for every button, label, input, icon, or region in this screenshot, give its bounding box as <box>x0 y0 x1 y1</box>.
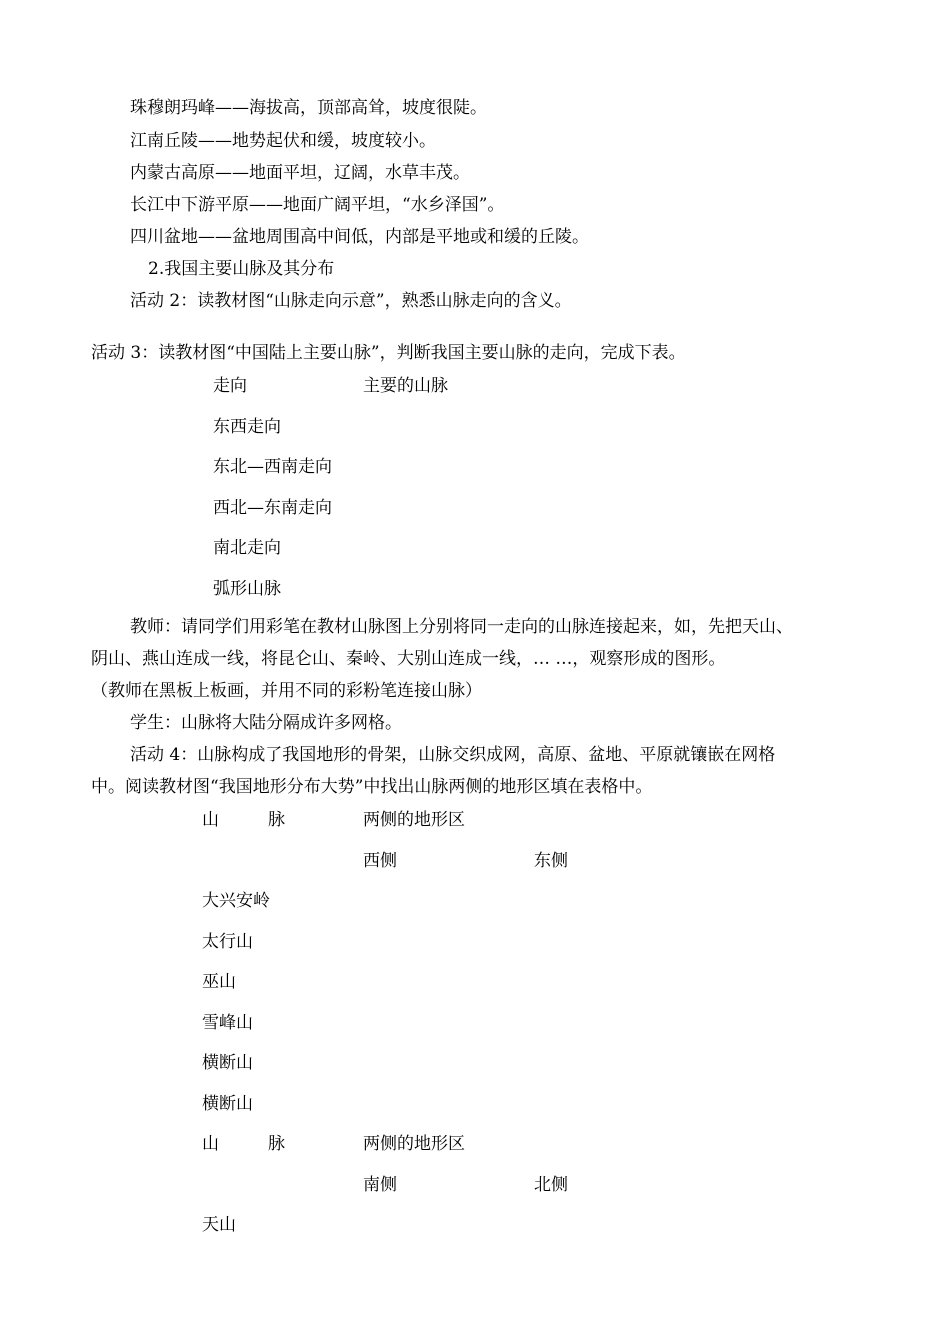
student-line: 学生：山脉将大陆分隔成许多网格。 <box>130 713 402 733</box>
table1-row: 东西走向 <box>213 417 281 437</box>
table2-row: 大兴安岭 <box>202 891 270 911</box>
table1-header-mountains: 主要的山脉 <box>363 376 448 396</box>
table3-row: 天山 <box>202 1215 236 1235</box>
table2-row: 横断山 <box>202 1094 253 1114</box>
teacher-line-1: 教师：请同学们用彩笔在教材山脉图上分别将同一走向的山脉连接起来，如，先把天山、 <box>130 617 793 637</box>
table1-row: 西北—东南走向 <box>213 498 332 518</box>
teacher-line-3: （教师在黑板上板画，并用不同的彩粉笔连接山脉） <box>91 681 482 701</box>
table2-row: 横断山 <box>202 1053 253 1073</box>
teacher-line-2: 阴山、燕山连成一线，将昆仑山、秦岭、大别山连成一线，… …，观察形成的图形。 <box>91 649 726 669</box>
activity-3: 活动 3：读教材图“中国陆上主要山脉”，判断我国主要山脉的走向，完成下表。 <box>91 343 686 363</box>
table2-row: 太行山 <box>202 932 253 952</box>
intro-line-3: 内蒙古高原——地面平坦，辽阔，水草丰茂。 <box>130 163 470 183</box>
intro-line-5: 四川盆地——盆地周围高中间低，内部是平地或和缓的丘陵。 <box>130 227 589 247</box>
intro-line-2: 江南丘陵——地势起伏和缓，坡度较小。 <box>130 131 436 151</box>
table2-subheader-west: 西侧 <box>363 851 397 871</box>
table3-header-mai: 脉 <box>268 1134 285 1154</box>
table2-row: 巫山 <box>202 972 236 992</box>
table1-row: 弧形山脉 <box>213 579 281 599</box>
table2-header-sides: 两侧的地形区 <box>363 810 465 830</box>
activity-4-line-2: 中。阅读教材图“我国地形分布大势”中找出山脉两侧的地形区填在表格中。 <box>91 777 653 797</box>
table2-row: 雪峰山 <box>202 1013 253 1033</box>
table3-subheader-north: 北侧 <box>534 1175 568 1195</box>
intro-line-1: 珠穆朗玛峰——海拔高，顶部高耸，坡度很陡。 <box>130 98 487 118</box>
table2-subheader-east: 东侧 <box>534 851 568 871</box>
table1-row: 南北走向 <box>213 538 281 558</box>
activity-4-line-1: 活动 4：山脉构成了我国地形的骨架，山脉交织成网，高原、盆地、平原就镶嵌在网格 <box>130 745 776 765</box>
table3-header-sides: 两侧的地形区 <box>363 1134 465 1154</box>
table2-header-mai: 脉 <box>268 810 285 830</box>
table3-header-shan: 山 <box>202 1134 219 1154</box>
activity-2: 活动 2：读教材图“山脉走向示意”，熟悉山脉走向的含义。 <box>130 291 572 311</box>
section-title: 2.我国主要山脉及其分布 <box>148 259 335 279</box>
intro-line-4: 长江中下游平原——地面广阔平坦，“水乡泽国”。 <box>130 195 505 215</box>
table1-header-direction: 走向 <box>213 376 247 396</box>
table2-header-shan: 山 <box>202 810 219 830</box>
table3-subheader-south: 南侧 <box>363 1175 397 1195</box>
table1-row: 东北—西南走向 <box>213 457 332 477</box>
